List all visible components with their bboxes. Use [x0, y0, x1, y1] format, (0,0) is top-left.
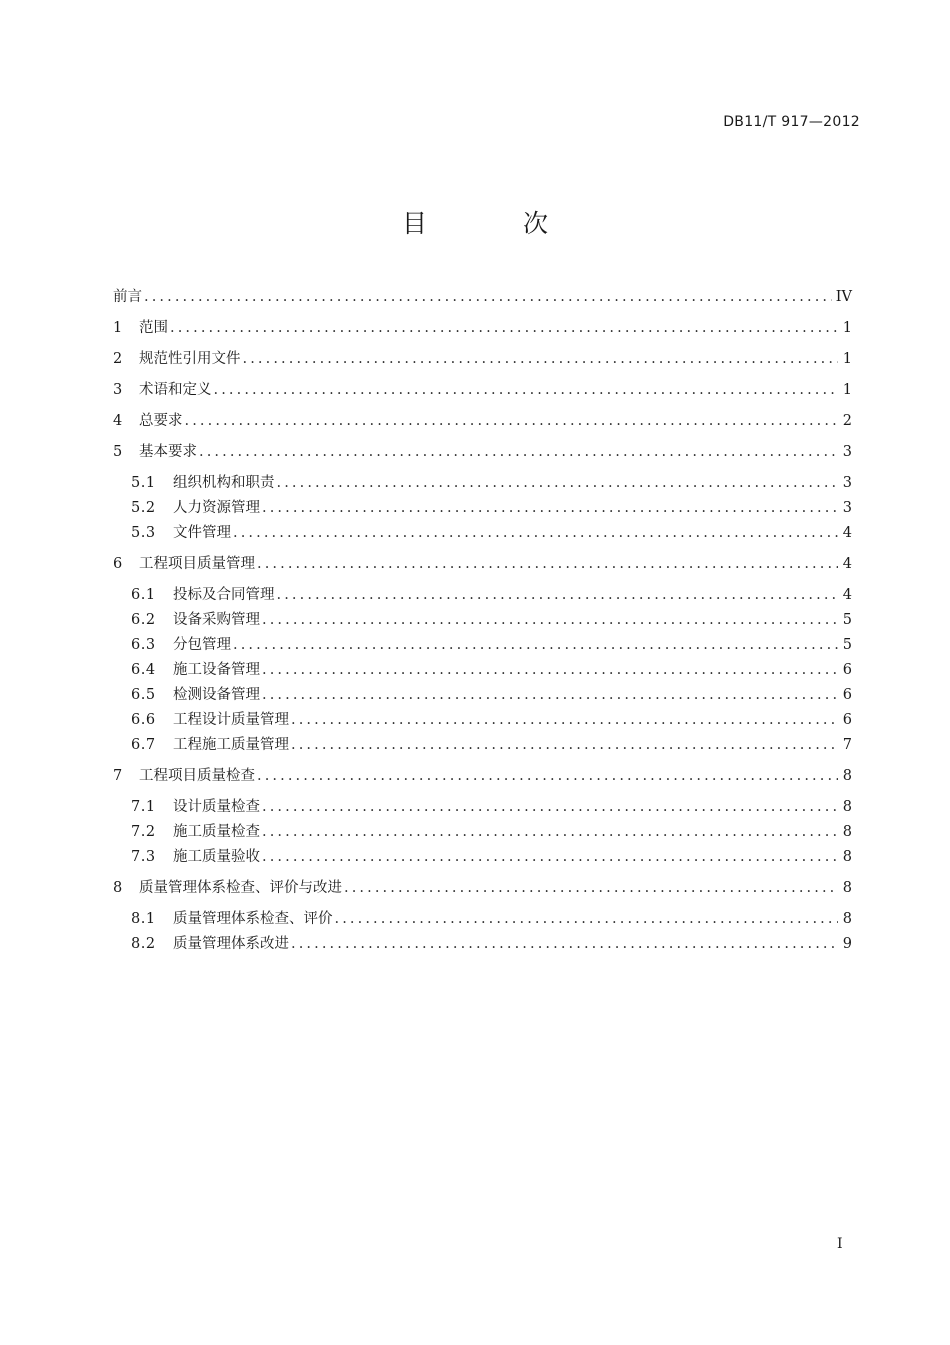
toc-entry-page: 8 — [842, 799, 852, 815]
toc-entry-page: 8 — [842, 768, 852, 784]
toc-entry-label: 投标及合同管理 — [173, 587, 275, 603]
standard-code: DB11/T 917—2012 — [723, 114, 860, 130]
toc-dot-leader — [185, 412, 839, 430]
toc-entry-page: 1 — [842, 351, 852, 367]
toc-entry-page: 3 — [842, 500, 852, 516]
toc-subentry[interactable] — [113, 910, 852, 928]
toc-entry-label: 设备采购管理 — [173, 612, 260, 628]
toc-subentry[interactable] — [113, 586, 852, 604]
toc-entry-label: 规范性引用文件 — [139, 351, 241, 367]
toc-entry-page: 3 — [842, 475, 852, 491]
toc-dot-leader — [144, 288, 832, 306]
toc-dot-leader — [335, 910, 839, 928]
toc-entry-number: 3 — [113, 382, 123, 398]
toc-dot-leader — [262, 611, 838, 629]
toc-entry[interactable] — [113, 288, 852, 306]
toc-dot-leader — [257, 555, 838, 573]
toc-dot-leader — [233, 636, 838, 654]
toc-entry-number: 5.3 — [131, 525, 156, 541]
toc-dot-leader — [291, 711, 838, 729]
toc-dot-leader — [199, 443, 838, 461]
toc-entry-label: 组织机构和职责 — [173, 475, 275, 491]
toc-dot-leader — [262, 499, 838, 517]
toc-subentry[interactable] — [113, 935, 852, 953]
toc-entry-number: 7.3 — [131, 849, 156, 865]
toc-entry[interactable] — [113, 879, 852, 897]
toc-entry-label: 文件管理 — [173, 525, 231, 541]
toc-entry-page: 4 — [842, 525, 852, 541]
toc-entry-label: 工程施工质量管理 — [173, 737, 289, 753]
toc-dot-leader — [277, 586, 839, 604]
toc-entry-label: 范围 — [139, 320, 168, 336]
toc-entry-page: 3 — [842, 444, 852, 460]
toc-entry-number: 8 — [113, 880, 123, 896]
toc-entry-number: 6.7 — [131, 737, 156, 753]
toc-dot-leader — [257, 767, 838, 785]
toc-entry-number: 8.1 — [131, 911, 156, 927]
toc-dot-leader — [170, 319, 838, 337]
toc-entry-page: 9 — [842, 936, 852, 952]
toc-dot-leader — [344, 879, 838, 897]
toc-subentry[interactable] — [113, 524, 852, 542]
toc-entry[interactable] — [113, 443, 852, 461]
toc-subentry[interactable] — [113, 499, 852, 517]
toc-entry-label: 质量管理体系检查、评价与改进 — [139, 880, 342, 896]
table-of-contents — [113, 286, 852, 953]
toc-entry-number: 6.1 — [131, 587, 156, 603]
toc-subentry[interactable] — [113, 661, 852, 679]
toc-entry-number: 2 — [113, 351, 123, 367]
toc-subentry[interactable] — [113, 474, 852, 492]
toc-subentry[interactable] — [113, 636, 852, 654]
toc-dot-leader — [291, 935, 838, 953]
toc-entry-page: 5 — [842, 637, 852, 653]
toc-entry-label: 术语和定义 — [139, 382, 212, 398]
page-number: I — [837, 1236, 843, 1252]
toc-entry-label: 施工设备管理 — [173, 662, 260, 678]
toc-subentry[interactable] — [113, 686, 852, 704]
toc-entry-label: 施工质量验收 — [173, 849, 260, 865]
toc-entry-number: 4 — [113, 413, 123, 429]
toc-entry-page: 1 — [842, 382, 852, 398]
toc-entry-page: 6 — [842, 662, 852, 678]
toc-entry-page: 8 — [842, 880, 852, 896]
toc-entry-number: 6.2 — [131, 612, 156, 628]
toc-entry-page: 8 — [842, 911, 852, 927]
toc-entry-number: 1 — [113, 320, 123, 336]
toc-entry-label: 工程项目质量管理 — [139, 556, 255, 572]
toc-entry-label: 工程设计质量管理 — [173, 712, 289, 728]
toc-entry[interactable] — [113, 767, 852, 785]
toc-entry[interactable] — [113, 555, 852, 573]
toc-entry-page: 8 — [842, 849, 852, 865]
toc-entry-number: 5 — [113, 444, 123, 460]
toc-entry-label: 分包管理 — [173, 637, 231, 653]
toc-subentry[interactable] — [113, 798, 852, 816]
toc-entry-label: 质量管理体系改进 — [173, 936, 289, 952]
toc-dot-leader — [262, 848, 838, 866]
toc-entry-label: 基本要求 — [139, 444, 197, 460]
toc-entry-page: 8 — [842, 824, 852, 840]
toc-entry-page: 1 — [842, 320, 852, 336]
toc-entry-page: 7 — [842, 737, 852, 753]
toc-entry-number: 6.4 — [131, 662, 156, 678]
toc-dot-leader — [214, 381, 839, 399]
toc-entry-page: 6 — [842, 687, 852, 703]
toc-subentry[interactable] — [113, 611, 852, 629]
toc-entry[interactable] — [113, 319, 852, 337]
toc-dot-leader — [243, 350, 839, 368]
toc-entry-number: 7.1 — [131, 799, 156, 815]
toc-entry-number: 6.5 — [131, 687, 156, 703]
toc-entry-page: 5 — [842, 612, 852, 628]
toc-dot-leader — [262, 686, 838, 704]
toc-entry-number: 7.2 — [131, 824, 156, 840]
toc-dot-leader — [262, 661, 838, 679]
toc-entry-number: 6.3 — [131, 637, 156, 653]
toc-entry-page: 4 — [842, 587, 852, 603]
toc-dot-leader — [262, 823, 838, 841]
page-title: 目 次 — [402, 209, 592, 238]
toc-entry-label: 质量管理体系检查、评价 — [173, 911, 333, 927]
toc-entry-number: 6 — [113, 556, 123, 572]
toc-entry-number: 7 — [113, 768, 123, 784]
toc-entry-page: IV — [835, 289, 852, 305]
toc-entry-page: 2 — [842, 413, 852, 429]
toc-entry-label: 前言 — [113, 289, 142, 305]
toc-entry[interactable] — [113, 381, 852, 399]
toc-entry-number: 6.6 — [131, 712, 156, 728]
toc-subentry[interactable] — [113, 823, 852, 841]
toc-entry-page: 6 — [842, 712, 852, 728]
toc-entry-label: 总要求 — [139, 413, 183, 429]
toc-entry-number: 5.2 — [131, 500, 156, 516]
toc-entry-label: 设计质量检查 — [173, 799, 260, 815]
toc-entry-number: 8.2 — [131, 936, 156, 952]
toc-entry-label: 工程项目质量检查 — [139, 768, 255, 784]
toc-subentry[interactable] — [113, 736, 852, 754]
toc-entry-label: 人力资源管理 — [173, 500, 260, 516]
toc-entry-page: 4 — [842, 556, 852, 572]
toc-dot-leader — [233, 524, 838, 542]
toc-dot-leader — [277, 474, 839, 492]
toc-subentry[interactable] — [113, 711, 852, 729]
toc-entry[interactable] — [113, 350, 852, 368]
toc-entry-label: 检测设备管理 — [173, 687, 260, 703]
toc-entry-number: 5.1 — [131, 475, 156, 491]
toc-entry[interactable] — [113, 412, 852, 430]
toc-subentry[interactable] — [113, 848, 852, 866]
toc-dot-leader — [291, 736, 838, 754]
toc-dot-leader — [262, 798, 838, 816]
toc-entry-label: 施工质量检查 — [173, 824, 260, 840]
